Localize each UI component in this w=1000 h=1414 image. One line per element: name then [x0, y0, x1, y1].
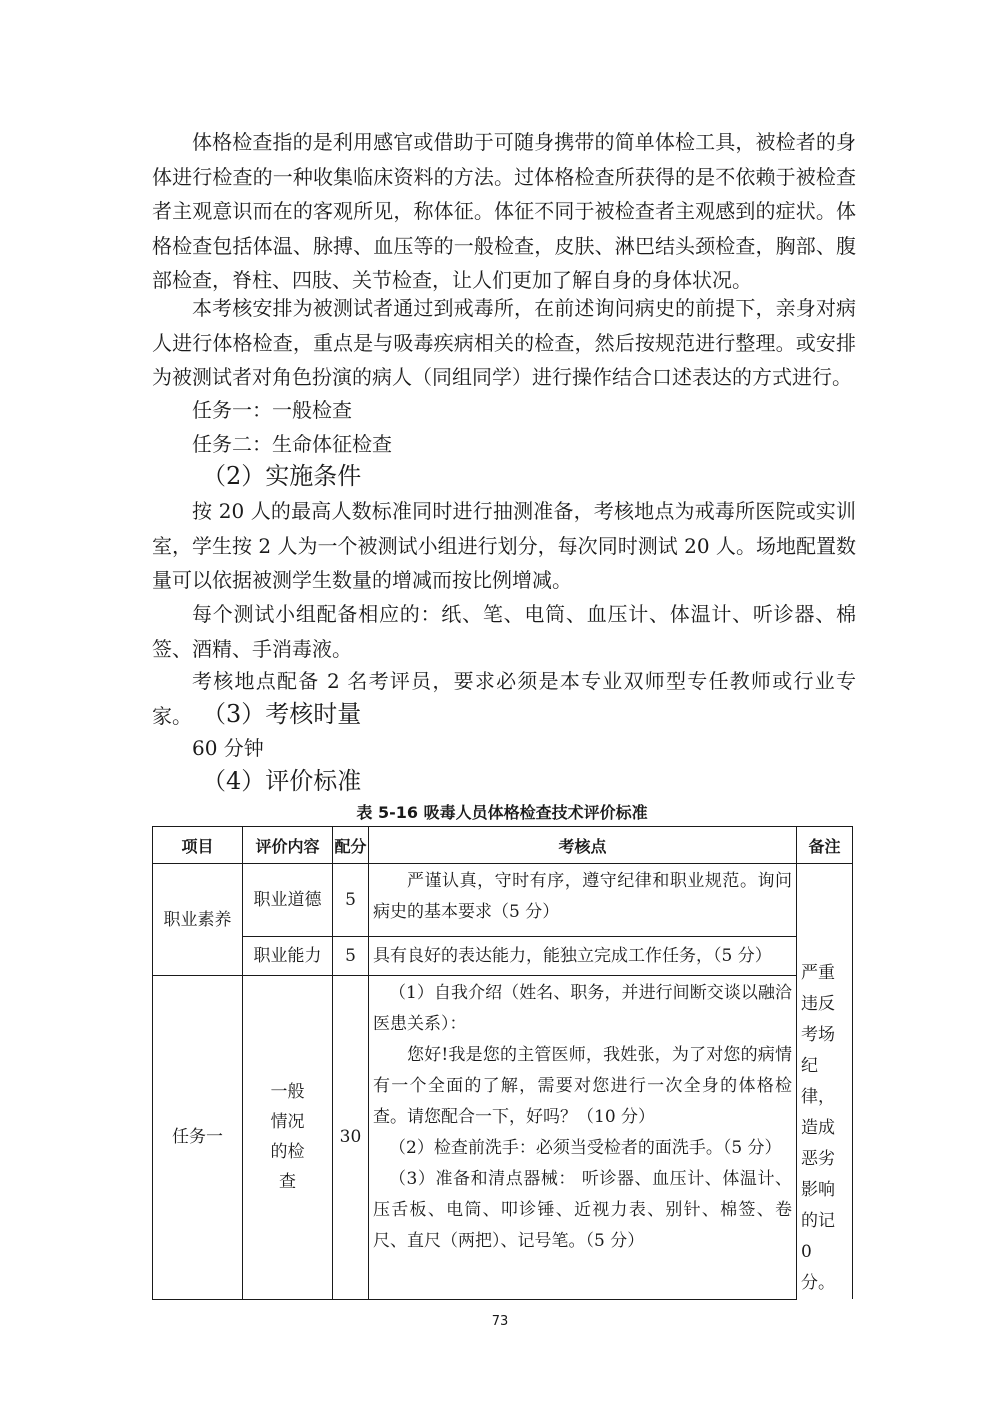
intro-paragraph-2: 本考核安排为被测试者通过到戒毒所，在前述询问病史的前提下，亲身对病人进行体格检查，重点是与吸毒疾病相关的检查，然后按规范进行整理。或安排为被测试者对角色扮演的病人（同组同学）进行操作结合口述表达的方式进行。 — [152, 296, 856, 390]
remark-cell: 严重违反考场纪律，造成恶劣影响的记 0 分。 — [797, 864, 853, 1300]
points-general-line-3: （2）检查前洗手：必须当受检者的面洗手。（5 分） — [389, 1138, 782, 1159]
table-row — [153, 937, 853, 976]
evaluation-table — [152, 826, 853, 1300]
table-row — [153, 976, 853, 1299]
table-header-row — [153, 827, 853, 864]
header-points: 考核点 — [369, 827, 797, 864]
score-cell-general: 30 — [333, 976, 369, 1299]
section-heading-duration: （3）考核时量 — [202, 700, 362, 728]
table-caption: 表 5-16 吸毒人员体格检查技术评价标准 — [356, 803, 648, 822]
points-ethics-text: 严谨认真，守时有序，遵守纪律和职业规范。询问病史的基本要求（5 分） — [373, 871, 792, 922]
points-general-line-4: （3）准备和清点器械： 听诊器、血压计、体温计、压舌板、电筒、叩诊锤、近视力表、别针、棉签、卷尺、直尺（两把）、记号笔。（5 分） — [373, 1169, 792, 1252]
header-score: 配分 — [333, 827, 369, 864]
header-remark: 备注 — [797, 827, 853, 864]
implementation-paragraph-1: 按 20 人的最高人数标准同时进行抽测准备，考核地点为戒毒所医院或实训室，学生按 2 人为一个被测试小组进行划分，每次同时测试 20 人。场地配置数量可以依据被测学生数量的增减而按比例增减。 — [152, 499, 856, 593]
section-heading-criteria: （4）评价标准 — [202, 767, 362, 795]
item-cell-task-one: 任务一 — [153, 976, 243, 1299]
implementation-paragraph-2: 每个测试小组配备相应的：纸、笔、电筒、血压计、体温计、听诊器、棉签、酒精、手消毒液。 — [152, 602, 856, 661]
section-heading-implementation: （2）实施条件 — [202, 462, 362, 490]
intro-paragraph-1: 体格检查指的是利用感官或借助于可随身携带的简单体检工具，被检者的身体进行检查的一种收集临床资料的方法。过体格检查所获得的是不依赖于被检查者主观意识而在的客观所见，称体征。体征不同于被检查者主观感到的症状。体格检查包括体温、脉搏、血压等的一般检查，皮肤、淋巴结头颈检查，胸部、腹部检查，脊柱、四肢、关节检查，让人们更加了解自身的身体状况。 — [152, 130, 856, 293]
points-cell-ethics — [369, 864, 797, 937]
page-number: 73 — [491, 1314, 509, 1329]
header-item: 项目 — [153, 827, 243, 864]
header-content: 评价内容 — [243, 827, 333, 864]
table-row — [153, 864, 853, 937]
points-cell-ability: 具有良好的表达能力，能独立完成工作任务，（5 分） — [369, 937, 797, 976]
task-one-line: 任务一：一般检查 — [192, 398, 352, 422]
content-cell-general: 一般情况的检查 — [243, 976, 333, 1299]
content-cell-ability: 职业能力 — [243, 937, 333, 976]
points-general-line-1: （1）自我介绍（姓名、职务，并进行间断交谈以融洽医患关系）： — [373, 983, 792, 1035]
item-cell-professional: 职业素养 — [153, 864, 243, 976]
content-cell-ethics: 职业道德 — [243, 864, 333, 937]
implementation-paragraph-3: 考核地点配备 2 名考评员，要求必须是本专业双师型专任教师或行业专家。 — [152, 669, 856, 728]
score-cell-ethics: 5 — [333, 864, 369, 937]
duration-text: 60 分钟 — [192, 736, 264, 760]
score-cell-ability: 5 — [333, 937, 369, 976]
points-cell-general — [369, 976, 797, 1299]
task-two-line: 任务二：生命体征检查 — [192, 432, 392, 456]
points-general-line-2: 您好!我是您的主管医师，我姓张，为了对您的病情有一个全面的了解，需要对您进行一次全身的体格检查。请您配合一下，好吗？（10 分） — [373, 1045, 792, 1128]
